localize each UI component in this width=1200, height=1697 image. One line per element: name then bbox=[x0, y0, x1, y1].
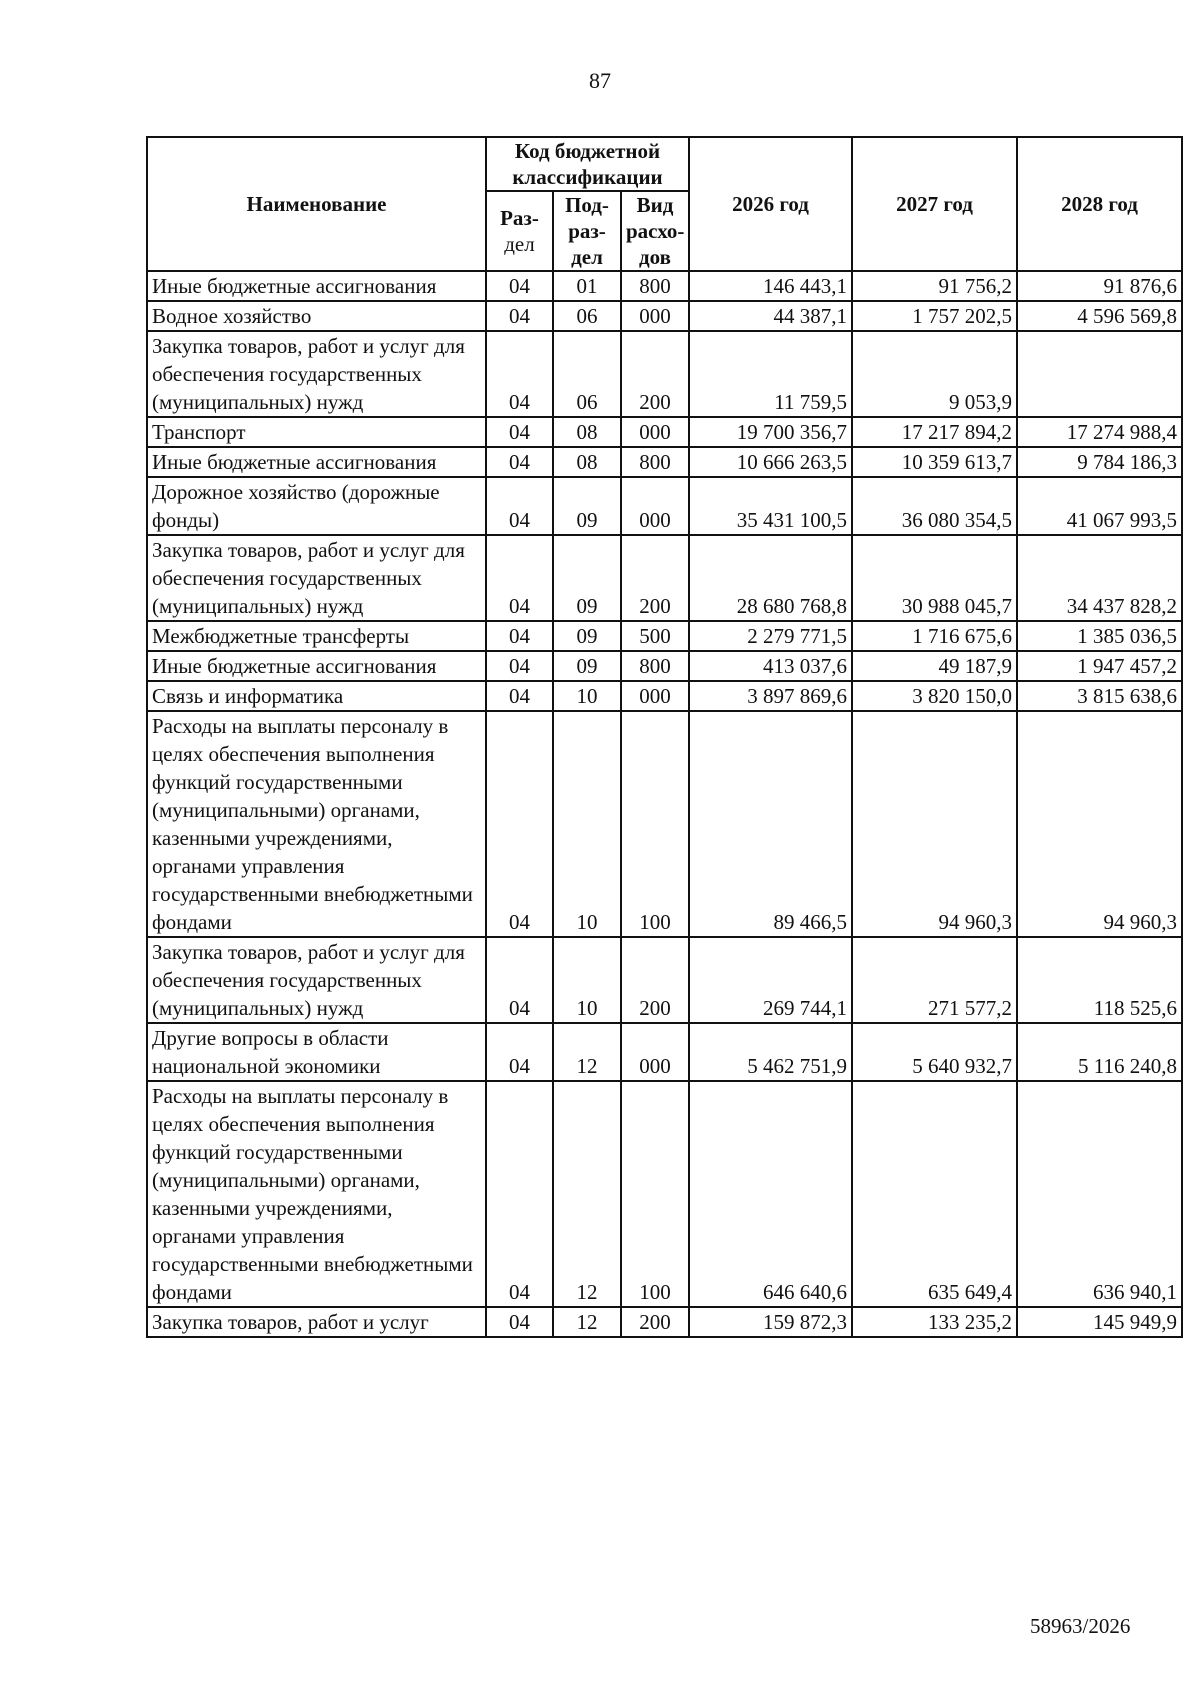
row-vid: 800 bbox=[621, 271, 689, 301]
table-row bbox=[147, 621, 1182, 651]
row-value-2026: 35 431 100,5 bbox=[689, 477, 852, 535]
row-value-2027: 94 960,3 bbox=[852, 711, 1017, 937]
table-row bbox=[147, 271, 1182, 301]
row-value-2027: 10 359 613,7 bbox=[852, 447, 1017, 477]
row-name: Закупка товаров, работ и услуг bbox=[147, 1307, 486, 1337]
row-value-2026: 2 279 771,5 bbox=[689, 621, 852, 651]
row-razdel: 04 bbox=[486, 937, 553, 1023]
row-vid: 800 bbox=[621, 447, 689, 477]
row-value-2027: 49 187,9 bbox=[852, 651, 1017, 681]
table-row bbox=[147, 417, 1182, 447]
header-vid: Вид расхо- дов bbox=[621, 191, 689, 271]
row-value-2028: 34 437 828,2 bbox=[1017, 535, 1182, 621]
row-value-2028: 3 815 638,6 bbox=[1017, 681, 1182, 711]
row-value-2027: 635 649,4 bbox=[852, 1081, 1017, 1307]
row-value-2028: 5 116 240,8 bbox=[1017, 1023, 1182, 1081]
row-value-2027: 5 640 932,7 bbox=[852, 1023, 1017, 1081]
row-vid: 100 bbox=[621, 1081, 689, 1307]
row-name: Расходы на выплаты персоналу в целях обеспечения выполнения функций государственными (муниципальными) органами, казенными учреждениями, органами управления государственными внебюджетными фондами bbox=[147, 1081, 486, 1307]
row-razdel: 04 bbox=[486, 417, 553, 447]
row-value-2026: 269 744,1 bbox=[689, 937, 852, 1023]
row-value-2027: 3 820 150,0 bbox=[852, 681, 1017, 711]
row-name: Дорожное хозяйство (дорожные фонды) bbox=[147, 477, 486, 535]
row-vid: 000 bbox=[621, 477, 689, 535]
row-value-2028: 41 067 993,5 bbox=[1017, 477, 1182, 535]
header-razdel-part1: Раз- bbox=[500, 206, 539, 230]
row-value-2026: 3 897 869,6 bbox=[689, 681, 852, 711]
row-value-2027: 133 235,2 bbox=[852, 1307, 1017, 1337]
header-2028: 2028 год bbox=[1017, 137, 1182, 271]
row-razdel: 04 bbox=[486, 1081, 553, 1307]
row-value-2026: 646 640,6 bbox=[689, 1081, 852, 1307]
row-vid: 200 bbox=[621, 937, 689, 1023]
row-value-2027: 30 988 045,7 bbox=[852, 535, 1017, 621]
header-code-group: Код бюджетной классификации bbox=[486, 137, 689, 191]
row-vid: 100 bbox=[621, 711, 689, 937]
row-podrazdel: 10 bbox=[553, 937, 621, 1023]
table-row bbox=[147, 1081, 1182, 1307]
table-row bbox=[147, 477, 1182, 535]
row-podrazdel: 09 bbox=[553, 651, 621, 681]
row-vid: 200 bbox=[621, 535, 689, 621]
row-razdel: 04 bbox=[486, 681, 553, 711]
table-row bbox=[147, 447, 1182, 477]
row-podrazdel: 12 bbox=[553, 1081, 621, 1307]
table-row bbox=[147, 535, 1182, 621]
row-value-2028: 118 525,6 bbox=[1017, 937, 1182, 1023]
row-name: Межбюджетные трансферты bbox=[147, 621, 486, 651]
row-podrazdel: 09 bbox=[553, 621, 621, 651]
row-vid: 200 bbox=[621, 1307, 689, 1337]
row-value-2027: 1 757 202,5 bbox=[852, 301, 1017, 331]
row-razdel: 04 bbox=[486, 477, 553, 535]
row-value-2026: 11 759,5 bbox=[689, 331, 852, 417]
row-podrazdel: 12 bbox=[553, 1023, 621, 1081]
header-razdel-part2: дел bbox=[504, 232, 535, 256]
row-vid: 000 bbox=[621, 1023, 689, 1081]
table-row bbox=[147, 651, 1182, 681]
row-value-2028: 4 596 569,8 bbox=[1017, 301, 1182, 331]
row-podrazdel: 06 bbox=[553, 301, 621, 331]
row-razdel: 04 bbox=[486, 1307, 553, 1337]
table-row bbox=[147, 301, 1182, 331]
row-value-2027: 9 053,9 bbox=[852, 331, 1017, 417]
table-header bbox=[147, 137, 1182, 271]
row-value-2026: 159 872,3 bbox=[689, 1307, 852, 1337]
row-value-2028: 17 274 988,4 bbox=[1017, 417, 1182, 447]
row-value-2028: 1 947 457,2 bbox=[1017, 651, 1182, 681]
row-razdel: 04 bbox=[486, 651, 553, 681]
row-name: Водное хозяйство bbox=[147, 301, 486, 331]
document-id: 58963/2026 bbox=[1030, 1614, 1131, 1638]
row-vid: 000 bbox=[621, 681, 689, 711]
table-row bbox=[147, 711, 1182, 937]
row-value-2026: 5 462 751,9 bbox=[689, 1023, 852, 1081]
row-podrazdel: 09 bbox=[553, 477, 621, 535]
row-name: Иные бюджетные ассигнования bbox=[147, 447, 486, 477]
row-podrazdel: 06 bbox=[553, 331, 621, 417]
row-name: Транспорт bbox=[147, 417, 486, 447]
row-vid: 200 bbox=[621, 331, 689, 417]
table-row bbox=[147, 1307, 1182, 1337]
row-name: Другие вопросы в области национальной экономики bbox=[147, 1023, 486, 1081]
row-value-2026: 413 037,6 bbox=[689, 651, 852, 681]
row-value-2027: 271 577,2 bbox=[852, 937, 1017, 1023]
row-razdel: 04 bbox=[486, 301, 553, 331]
row-value-2028 bbox=[1017, 331, 1182, 417]
row-value-2026: 28 680 768,8 bbox=[689, 535, 852, 621]
row-razdel: 04 bbox=[486, 1023, 553, 1081]
row-name: Закупка товаров, работ и услуг для обеспечения государственных (муниципальных) нужд bbox=[147, 535, 486, 621]
page-number: 87 bbox=[589, 68, 611, 93]
row-value-2027: 91 756,2 bbox=[852, 271, 1017, 301]
row-value-2026: 146 443,1 bbox=[689, 271, 852, 301]
row-vid: 500 bbox=[621, 621, 689, 651]
table-row bbox=[147, 331, 1182, 417]
row-value-2026: 10 666 263,5 bbox=[689, 447, 852, 477]
row-razdel: 04 bbox=[486, 331, 553, 417]
table-row bbox=[147, 681, 1182, 711]
table-body bbox=[147, 271, 1182, 1337]
table-row bbox=[147, 1023, 1182, 1081]
row-vid: 000 bbox=[621, 301, 689, 331]
row-name: Иные бюджетные ассигнования bbox=[147, 271, 486, 301]
row-podrazdel: 12 bbox=[553, 1307, 621, 1337]
row-podrazdel: 10 bbox=[553, 711, 621, 937]
row-podrazdel: 09 bbox=[553, 535, 621, 621]
row-value-2027: 1 716 675,6 bbox=[852, 621, 1017, 651]
row-value-2028: 9 784 186,3 bbox=[1017, 447, 1182, 477]
row-razdel: 04 bbox=[486, 711, 553, 937]
row-value-2028: 1 385 036,5 bbox=[1017, 621, 1182, 651]
header-2027: 2027 год bbox=[852, 137, 1017, 271]
table-row bbox=[147, 937, 1182, 1023]
header-razdel bbox=[486, 191, 553, 271]
row-razdel: 04 bbox=[486, 621, 553, 651]
row-value-2028: 91 876,6 bbox=[1017, 271, 1182, 301]
row-vid: 000 bbox=[621, 417, 689, 447]
row-podrazdel: 08 bbox=[553, 417, 621, 447]
row-value-2026: 44 387,1 bbox=[689, 301, 852, 331]
row-name: Закупка товаров, работ и услуг для обеспечения государственных (муниципальных) нужд bbox=[147, 937, 486, 1023]
header-name: Наименование bbox=[147, 137, 486, 271]
row-name: Связь и информатика bbox=[147, 681, 486, 711]
row-value-2027: 36 080 354,5 bbox=[852, 477, 1017, 535]
row-vid: 800 bbox=[621, 651, 689, 681]
row-razdel: 04 bbox=[486, 447, 553, 477]
row-razdel: 04 bbox=[486, 271, 553, 301]
row-value-2028: 94 960,3 bbox=[1017, 711, 1182, 937]
row-name: Закупка товаров, работ и услуг для обеспечения государственных (муниципальных) нужд bbox=[147, 331, 486, 417]
row-podrazdel: 10 bbox=[553, 681, 621, 711]
budget-table bbox=[146, 136, 1183, 1338]
row-razdel: 04 bbox=[486, 535, 553, 621]
row-value-2026: 89 466,5 bbox=[689, 711, 852, 937]
row-name: Расходы на выплаты персоналу в целях обеспечения выполнения функций государственными (муниципальными) органами, казенными учреждениями, органами управления государственными внебюджетными фондами bbox=[147, 711, 486, 937]
row-name: Иные бюджетные ассигнования bbox=[147, 651, 486, 681]
header-2026: 2026 год bbox=[689, 137, 852, 271]
row-value-2028: 145 949,9 bbox=[1017, 1307, 1182, 1337]
row-podrazdel: 01 bbox=[553, 271, 621, 301]
row-value-2027: 17 217 894,2 bbox=[852, 417, 1017, 447]
header-podrazdel: Под- раз- дел bbox=[553, 191, 621, 271]
row-podrazdel: 08 bbox=[553, 447, 621, 477]
row-value-2028: 636 940,1 bbox=[1017, 1081, 1182, 1307]
row-value-2026: 19 700 356,7 bbox=[689, 417, 852, 447]
